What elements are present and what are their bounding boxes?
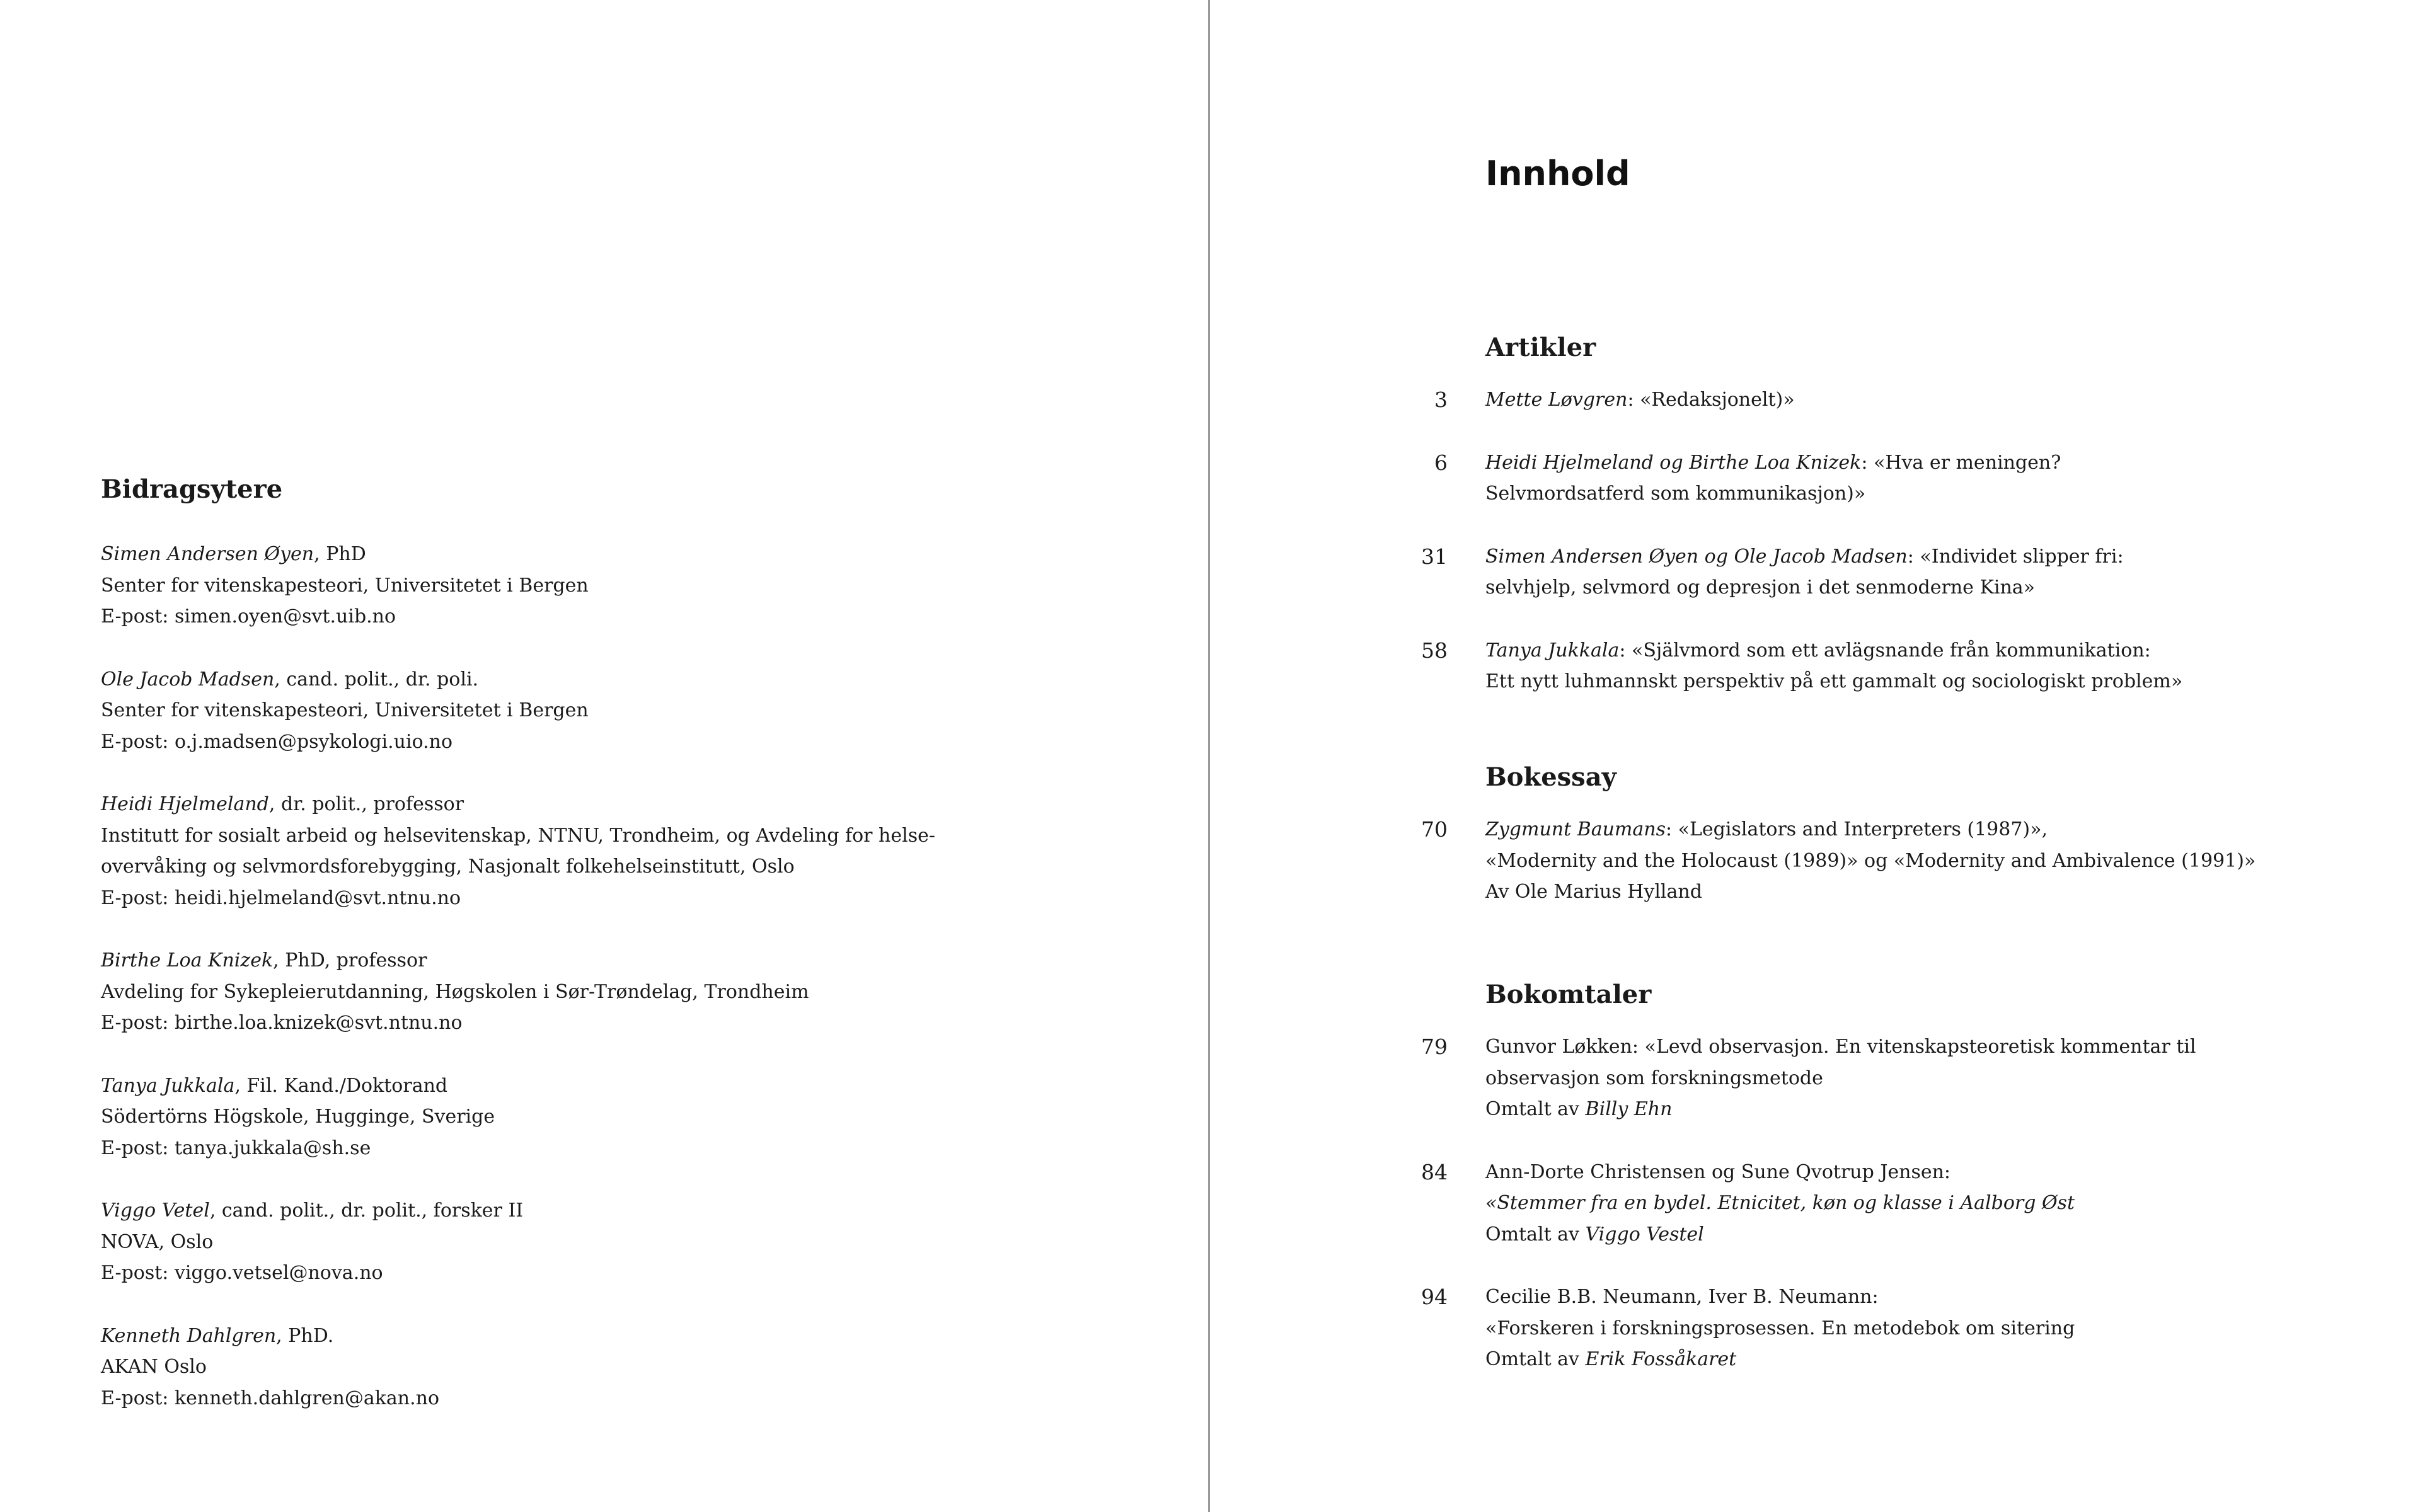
page-number: 79: [1421, 1034, 1448, 1059]
toc-entry-text: [1485, 635, 2395, 697]
contributor-credentials: , cand. polit., dr. polit., forsker II: [209, 1200, 524, 1222]
contributor-detail: Senter for vitenskapesteori, Universitetet i Bergen: [101, 574, 589, 597]
contributor-detail: overvåking og selvmordsforebygging, Nasjonalt folkehelseinstitutt, Oslo: [101, 856, 795, 878]
review-prefix: Omtalt av: [1485, 1098, 1586, 1120]
contributors-list: [101, 539, 1109, 1445]
toc-entries: [1412, 814, 2395, 908]
contributors-heading: Bidragsytere: [101, 474, 283, 504]
toc-entry-line: Av Ole Marius Hylland: [1485, 881, 1702, 903]
page-divider: [1208, 0, 1210, 1512]
toc-entry: [1412, 541, 2395, 604]
toc-title-text: : «Legislators and Interpreters (1987)»,: [1665, 818, 2048, 840]
contributor-detail: AKAN Oslo: [101, 1356, 207, 1378]
section-bokomtaler: [1412, 976, 2395, 1407]
toc-entry-line: Selvmordsatferd som kommunikasjon)»: [1485, 483, 1866, 505]
contributor-detail: NOVA, Oslo: [101, 1230, 214, 1253]
section-artikler: [1412, 329, 2395, 729]
contributor-name: Kenneth Dahlgren: [101, 1324, 277, 1347]
contributor-entry: [101, 1195, 1109, 1289]
contributor-name-line: [101, 1320, 1109, 1352]
contributor-detail: E-post: viggo.vetsel@nova.no: [101, 1262, 383, 1284]
review-credit: [1485, 1219, 2395, 1251]
contributor-entry: [101, 1070, 1109, 1164]
toc-entry-line: Cecilie B.B. Neumann, Iver B. Neumann:: [1485, 1286, 1879, 1308]
reviewer-name: Billy Ehn: [1585, 1098, 1673, 1120]
contributor-entry: [101, 539, 1109, 633]
toc-entry-line: Ann-Dorte Christensen og Sune Qvotrup Jensen:: [1485, 1160, 1951, 1183]
toc-entry: [1412, 635, 2395, 697]
review-prefix: Omtalt av: [1485, 1348, 1586, 1370]
section-heading: Bokessay: [1485, 762, 1616, 792]
contributor-name-line: [101, 1195, 1109, 1227]
contributor-entry: [101, 1320, 1109, 1414]
contributor-name: Simen Andersen Øyen: [101, 543, 314, 565]
reviewer-name: Erik Fossåkaret: [1585, 1348, 1737, 1370]
contributor-name-line: [101, 539, 1109, 570]
contributor-name-line: [101, 664, 1109, 696]
toc-title-text: : «Redaksjonelt)»: [1627, 389, 1795, 411]
toc-author: Heidi Hjelmeland og Birthe Loa Knizek: [1485, 451, 1862, 474]
toc-entry-text: [1485, 1281, 2395, 1375]
toc-entry-text: [1485, 541, 2395, 604]
page-number: 6: [1434, 450, 1448, 475]
contributor-detail: Avdeling for Sykepleierutdanning, Høgskolen i Sør-Trøndelag, Trondheim: [101, 980, 809, 1003]
contributor-credentials: , PhD: [314, 543, 366, 565]
toc-entry-text: [1485, 814, 2395, 908]
contributor-name: Ole Jacob Madsen: [101, 668, 275, 690]
contributor-name-line: [101, 789, 1109, 820]
section-heading: Artikler: [1485, 333, 1596, 362]
contributor-entry: [101, 664, 1109, 758]
toc-entry-line: [1485, 814, 2395, 845]
contributor-detail: E-post: tanya.jukkala@sh.se: [101, 1137, 371, 1159]
contributor-detail: Senter for vitenskapesteori, Universitetet i Bergen: [101, 699, 589, 721]
toc-entry: [1412, 1281, 2395, 1375]
toc-page: [1412, 0, 2395, 1512]
toc-title-text: : «Individet slipper fri:: [1907, 545, 2124, 568]
toc-entry-line: Gunvor Løkken: «Levd observasjon. En vitenskapsteoretisk kommentar til: [1485, 1036, 2196, 1058]
review-prefix: Omtalt av: [1485, 1223, 1586, 1246]
contributor-name: Tanya Jukkala: [101, 1074, 235, 1097]
contributor-name: Birthe Loa Knizek: [101, 949, 274, 971]
page-number: 84: [1421, 1159, 1448, 1184]
toc-entry-text: [1485, 384, 2395, 416]
contributor-credentials: , PhD, professor: [273, 949, 427, 971]
contributors-page: [101, 0, 1172, 1512]
toc-author: Tanya Jukkala: [1485, 639, 1620, 662]
toc-entry-line: Ett nytt luhmannskt perspektiv på ett gammalt og sociologiskt problem»: [1485, 670, 2183, 692]
contributor-detail: E-post: kenneth.dahlgren@akan.no: [101, 1387, 440, 1409]
toc-entry-line: [1485, 384, 2395, 416]
page-number: 70: [1421, 817, 1448, 842]
contributor-detail: E-post: birthe.loa.knizek@svt.ntnu.no: [101, 1012, 463, 1034]
section-bokessay: [1412, 759, 2395, 939]
contributor-name: Viggo Vetel: [101, 1200, 210, 1222]
contributor-credentials: , PhD.: [276, 1324, 334, 1347]
page-number: 58: [1421, 638, 1448, 663]
toc-entry-text: [1485, 1031, 2395, 1125]
toc-author: Mette Løvgren: [1485, 389, 1628, 411]
contributor-credentials: , Fil. Kand./Doktorand: [234, 1074, 448, 1097]
section-heading: Bokomtaler: [1485, 980, 1652, 1009]
contributor-detail: E-post: simen.oyen@svt.uib.no: [101, 605, 396, 627]
toc-entry-line: [1485, 541, 2395, 573]
contributor-credentials: , cand. polit., dr. poli.: [274, 668, 479, 690]
toc-author: Zygmunt Baumans: [1485, 818, 1666, 840]
toc-entry-line: observasjon som forskningsmetode: [1485, 1067, 1823, 1089]
reviewer-name: Viggo Vestel: [1585, 1223, 1704, 1246]
review-credit: [1485, 1094, 2395, 1125]
toc-entry-line: «Forskeren i forskningsprosessen. En metodebok om sitering: [1485, 1317, 2075, 1339]
page-number: 31: [1421, 544, 1448, 569]
toc-title-text: : «Hva er meningen?: [1861, 451, 2061, 474]
toc-entry-text: [1485, 1157, 2395, 1251]
contributor-detail: E-post: o.j.madsen@psykologi.uio.no: [101, 730, 453, 753]
toc-entries: [1412, 384, 2395, 697]
contributor-detail: E-post: heidi.hjelmeland@svt.ntnu.no: [101, 886, 461, 909]
toc-entry-line: «Stemmer fra en bydel. Etnicitet, køn og klasse i Aalborg Øst: [1485, 1192, 2075, 1214]
toc-entry: [1412, 1031, 2395, 1125]
contributor-credentials: , dr. polit., professor: [268, 793, 464, 815]
review-credit: [1485, 1344, 2395, 1375]
toc-entries: [1412, 1031, 2395, 1375]
contributor-name: Heidi Hjelmeland: [101, 793, 269, 815]
contributor-entry: [101, 789, 1109, 914]
toc-entry-text: [1485, 447, 2395, 510]
toc-entry: [1412, 447, 2395, 510]
toc-entry-line: selvhjelp, selvmord og depresjon i det senmoderne Kina»: [1485, 576, 2036, 598]
toc-title: Innhold: [1485, 154, 1630, 193]
toc-author: Simen Andersen Øyen og Ole Jacob Madsen: [1485, 545, 1908, 568]
toc-entry-line: «Modernity and the Holocaust (1989)» og «Modernity and Ambivalence (1991)»: [1485, 849, 2256, 872]
contributor-detail: Södertörns Högskole, Hugginge, Sverige: [101, 1106, 495, 1128]
contributor-name-line: [101, 945, 1109, 976]
contributor-entry: [101, 945, 1109, 1039]
toc-entry: [1412, 1157, 2395, 1251]
toc-entry: [1412, 814, 2395, 908]
toc-entry-line: [1485, 447, 2395, 479]
contributor-detail: Institutt for sosialt arbeid og helsevitenskap, NTNU, Trondheim, og Avdeling for helse-: [101, 824, 935, 847]
page-number: 3: [1434, 387, 1448, 412]
toc-entry: [1412, 384, 2395, 416]
toc-entry-line: [1485, 635, 2395, 667]
toc-title-text: : «Självmord som ett avlägsnande från kommunikation:: [1619, 639, 2151, 662]
page-number: 94: [1421, 1285, 1448, 1309]
contributor-name-line: [101, 1070, 1109, 1102]
